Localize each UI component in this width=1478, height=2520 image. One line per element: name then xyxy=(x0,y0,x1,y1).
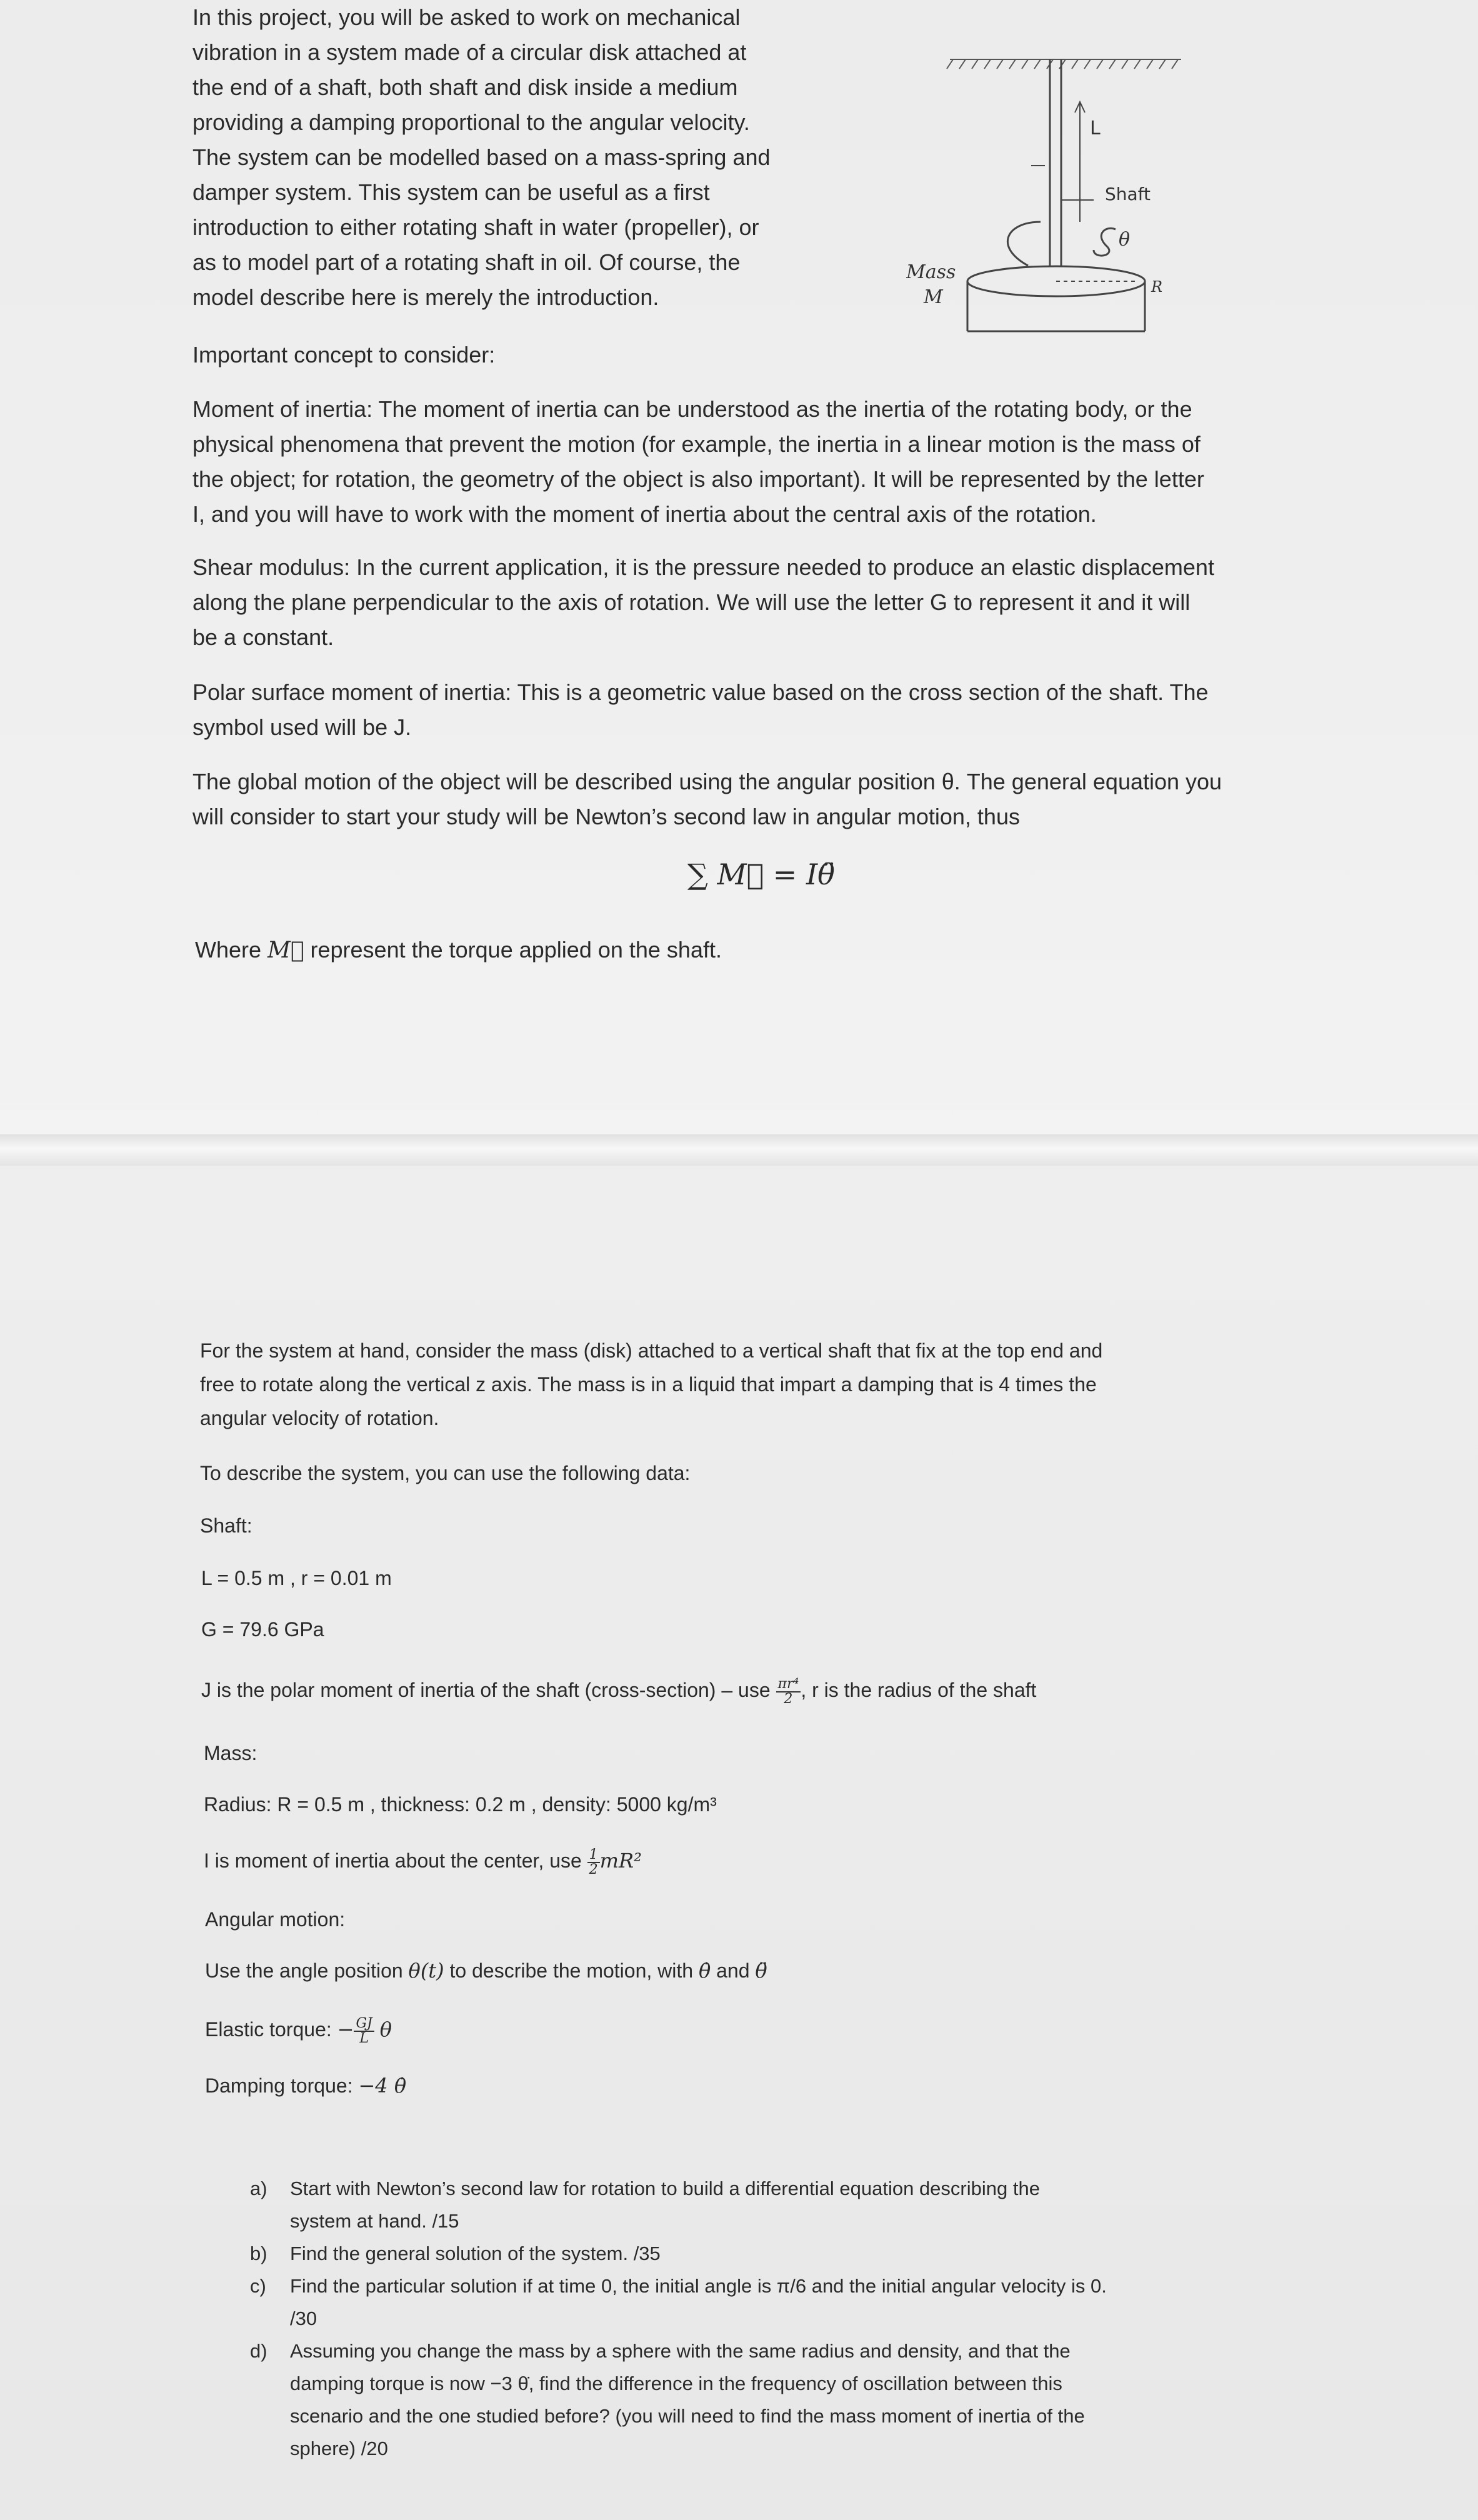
shear-modulus-paragraph xyxy=(192,550,1330,655)
mass-heading: Mass: xyxy=(204,1742,257,1764)
mass-label: Mass xyxy=(906,261,956,283)
length-label: L xyxy=(1090,118,1101,139)
intro-line: providing a damping proportional to the angular velocity. xyxy=(192,109,750,135)
paragraph-line: angular velocity of rotation. xyxy=(200,1407,439,1429)
damping-torque: Damping torque: −4 θ̇ xyxy=(205,2074,407,2098)
paragraph-line: Polar surface moment of inertia: This is a geometric value based on the cross section of the shaft. The xyxy=(192,679,1209,705)
page-fold xyxy=(0,1134,1478,1166)
concepts-heading: Important concept to consider: xyxy=(192,342,496,368)
inertia-definition: I is moment of inertia about the center, use $\frac{1}{2}$ mR² xyxy=(204,1846,642,1878)
where-line xyxy=(195,932,722,968)
shaft xyxy=(1050,59,1061,266)
question-list xyxy=(250,2172,1300,2465)
shear-modulus-value: G = 79.6 GPa xyxy=(201,1618,324,1641)
system-paragraph xyxy=(200,1334,1325,1435)
newton-equation: ∑ M⃗ = Iθ̈ xyxy=(687,858,835,891)
paragraph-line: For the system at hand, consider the mass (disk) attached to a vertical shaft that fix at the top end and xyxy=(200,1339,1103,1362)
question-b: b) Find the general solution of the system. /35 xyxy=(250,2242,661,2264)
shaft-heading: Shaft: xyxy=(200,1514,252,1537)
intro-line: model describe here is merely the introduction. xyxy=(192,284,659,310)
polar-moment-definition: J is the polar moment of inertia of the shaft (cross-section) – use $\frac{\text{πr⁴}}{2}$ , r is the radius of the shaft xyxy=(201,1676,1037,1707)
inertia-fraction: $\frac{1}{2}$ xyxy=(587,1848,600,1877)
question-c: c) Find the particular solution if at time 0, the initial angle is π/6 and the initial angular velocity is 0. /30 xyxy=(250,2275,1107,2329)
paragraph-line: the object; for rotation, the geometry of the object is also important). It will be represented by the letter xyxy=(192,466,1204,492)
intro-paragraph xyxy=(192,0,892,315)
intro-line: vibration in a system made of a circular disk attached at xyxy=(192,39,747,65)
mass-properties: Radius: R = 0.5 m , thickness: 0.2 m , density: 5000 kg/m³ xyxy=(204,1793,717,1816)
angle-description: Use the angle position θ(t) to describe the motion, with θ̇ and θ̈ xyxy=(205,1959,767,1982)
moment-of-inertia-paragraph xyxy=(192,392,1330,532)
radius-label: R xyxy=(1151,278,1163,296)
question-d: d) Assuming you change the mass by a sphere with the same radius and density, and that the damping torque is now −3 θ̇, find the difference in the frequency of oscillation between this scenario and the one studied before? (you will need to find the mass moment of inertia of the sphere) /20 xyxy=(250,2340,1085,2459)
where-suffix: represent the torque applied on the shaft. xyxy=(304,937,722,962)
elastic-torque: Elastic torque: − $\frac{GJ}{L}$ θ xyxy=(205,2015,392,2046)
intro-line: In this project, you will be asked to work on mechanical xyxy=(192,4,741,30)
ceiling-hatching xyxy=(947,59,1181,69)
disk xyxy=(967,266,1145,331)
shaft-label: Shaft xyxy=(1105,184,1151,204)
global-motion-paragraph xyxy=(192,764,1330,834)
paragraph-line: will consider to start your study will be Newton’s second law in angular motion, thus xyxy=(192,804,1020,829)
shaft-disk-figure xyxy=(906,34,1200,359)
data-intro: To describe the system, you can use the following data: xyxy=(200,1462,691,1484)
polar-moment-fraction: $\frac{\text{πr⁴}}{2}$ xyxy=(776,1678,801,1706)
intro-line: the end of a shaft, both shaft and disk inside a medium xyxy=(192,74,738,100)
intro-line: introduction to either rotating shaft in water (propeller), or xyxy=(192,214,759,240)
paragraph-line: I, and you will have to work with the moment of inertia about the central axis of the rotation. xyxy=(192,501,1097,527)
intro-line: damper system. This system can be useful as a first xyxy=(192,179,710,205)
polar-moment-paragraph xyxy=(192,675,1330,745)
paragraph-line: be a constant. xyxy=(192,624,334,650)
paragraph-line: Moment of inertia: The moment of inertia can be understood as the inertia of the rotating body, or the xyxy=(192,396,1192,422)
length-dimension xyxy=(1031,102,1094,222)
paragraph-line: physical phenomena that prevent the motion (for example, the inertia in a linear motion is the mass of xyxy=(192,431,1201,457)
intro-line: as to model part of a rotating shaft in oil. Of course, the xyxy=(192,249,741,275)
mass-symbol: M xyxy=(924,286,943,308)
theta-label: θ xyxy=(1119,229,1131,251)
where-prefix: Where xyxy=(195,937,268,962)
intro-line: The system can be modelled based on a mass-spring and xyxy=(192,144,771,170)
torque-symbol: M⃗ xyxy=(267,938,304,963)
paragraph-line: along the plane perpendicular to the axis of rotation. We will use the letter G to represent it and it will xyxy=(192,589,1191,615)
paragraph-line: symbol used will be J. xyxy=(192,714,412,740)
paragraph-line: Shear modulus: In the current application, it is the pressure needed to produce an elastic displacement xyxy=(192,554,1214,580)
elastic-fraction: $\frac{GJ}{L}$ xyxy=(354,2017,374,2046)
question-a: a) Start with Newton’s second law for rotation to build a differential equation describing the system at hand. /15 xyxy=(250,2178,1040,2232)
angular-heading: Angular motion: xyxy=(205,1908,346,1931)
paragraph-line: free to rotate along the vertical z axis. The mass is in a liquid that impart a damping that is 4 times the xyxy=(200,1373,1097,1396)
shaft-dimensions: L = 0.5 m , r = 0.01 m xyxy=(201,1567,392,1589)
paragraph-line: The global motion of the object will be described using the angular position θ. The general equation you xyxy=(192,769,1222,794)
